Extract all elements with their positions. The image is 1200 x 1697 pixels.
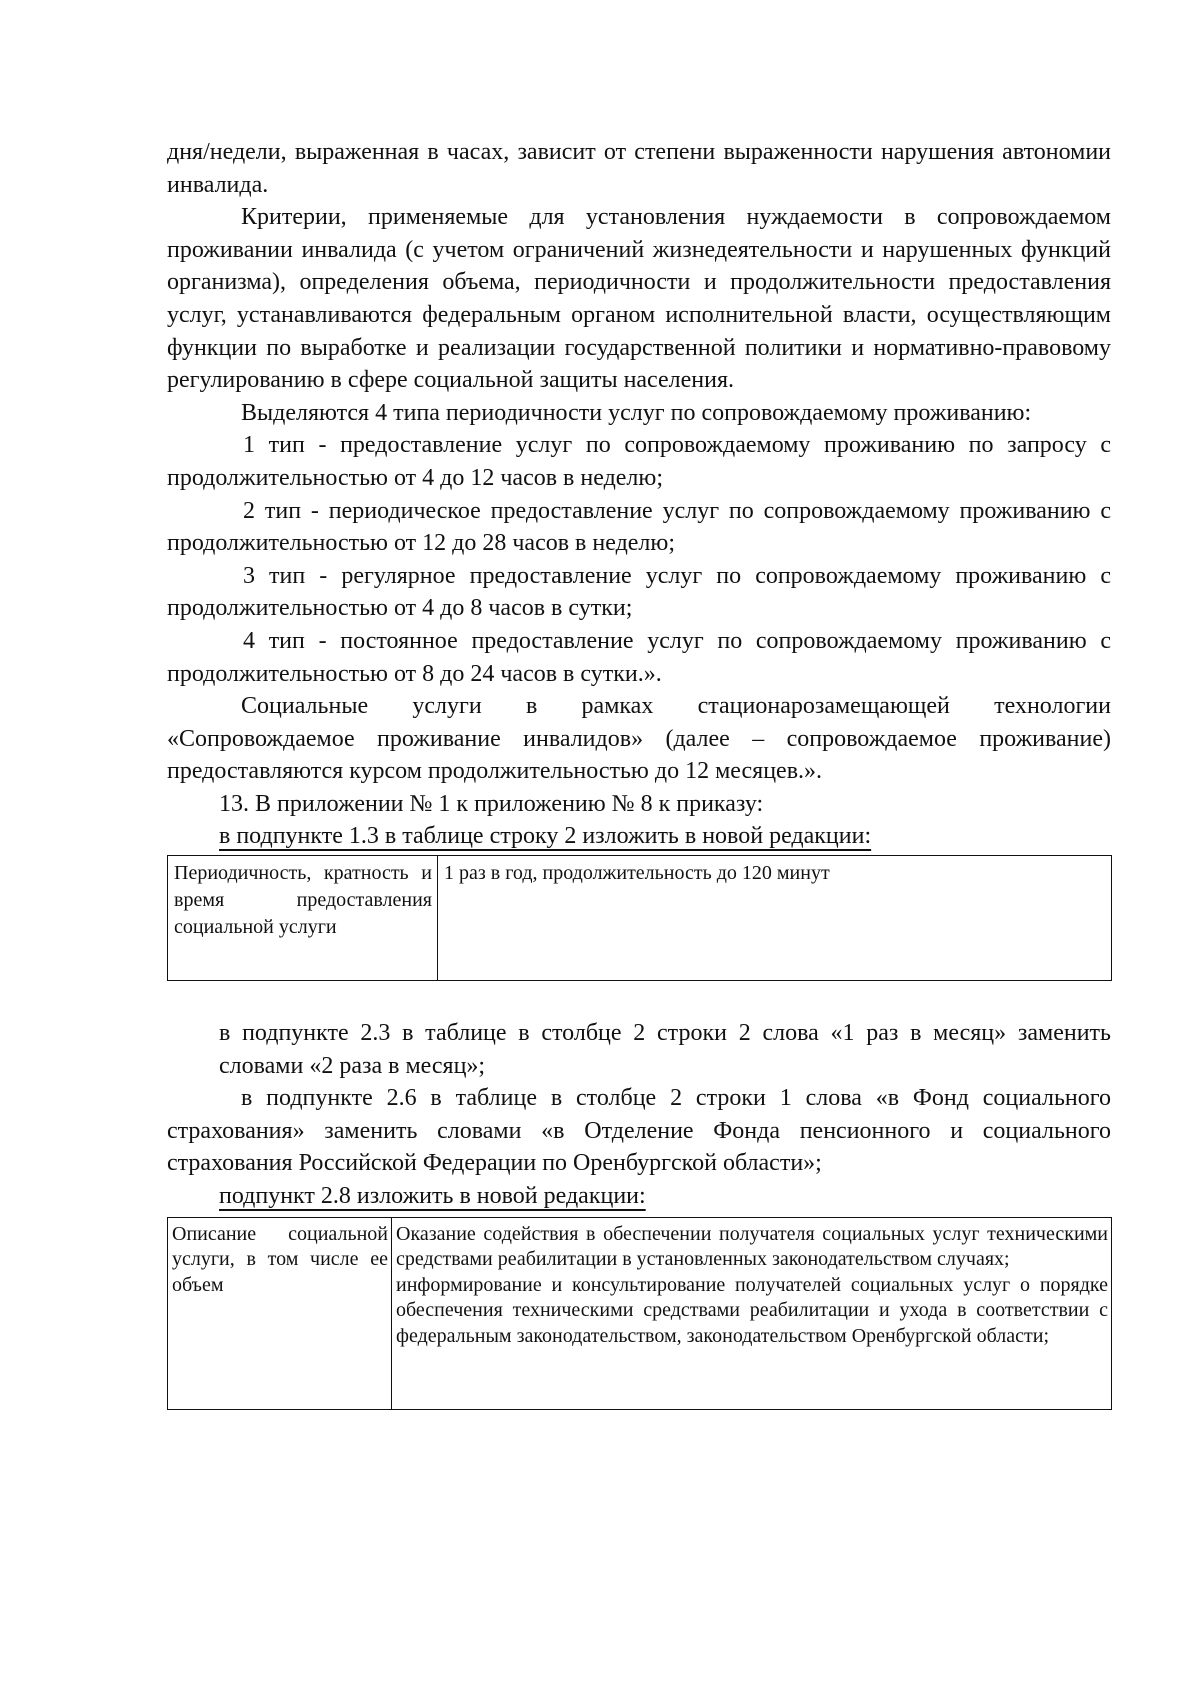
paragraph-social-services: Социальные услуги в рамках стационарозамещающей технологии «Сопровождаемое проживание инвалидов» (далее – сопровождаемое проживание) предоставляются курсом продолжительностью до 12 месяцев.». <box>167 693 1111 785</box>
table-periodicity <box>167 855 1112 981</box>
table-cell-value: 1 раз в год, продолжительность до 120 минут <box>438 856 1112 981</box>
table-service-description <box>167 1217 1112 1410</box>
paragraph-type-4: 4 тип - постоянное предоставление услуг по сопровождаемому проживанию с продолжительностью от 8 до 24 часов в сутки.». <box>167 627 1111 687</box>
paragraph-type-2: 2 тип - периодическое предоставление услуг по сопровождаемому проживанию с продолжительностью от 12 до 28 часов в неделю; <box>167 497 1111 557</box>
spacer <box>167 981 1111 1017</box>
paragraph-type-3: 3 тип - регулярное предоставление услуг по сопровождаемому проживанию с продолжительностью от 4 до 8 часов в сутки; <box>167 562 1111 622</box>
paragraph-type-1: 1 тип - предоставление услуг по сопровождаемому проживанию по запросу с продолжительностью от 4 до 12 часов в неделю; <box>167 432 1111 491</box>
paragraph-continuation: дня/недели, выраженная в часах, зависит от степени выраженности нарушения автономии инвалида. <box>167 139 1111 198</box>
paragraph-item-13: 13. В приложении № 1 к приложению № 8 к приказу: <box>219 790 764 817</box>
paragraph-subitem-2-3: в подпункте 2.3 в таблице в столбце 2 строки 2 слова «1 раз в месяц» заменить словами «2 раза в месяц»; <box>219 1020 1111 1079</box>
paragraph-subitem-2-8: подпункт 2.8 изложить в новой редакции: <box>219 1183 646 1210</box>
table-cell-line: информирование и консультирование получателей социальных услуг о порядке обеспечения техническими средствами реабилитации и ухода в соответствии с федеральным законодательством, законодательством Оренбургской области; <box>396 1273 1108 1347</box>
document-body <box>167 136 1111 1410</box>
table-cell-line: Оказание содействия в обеспечении получателя социальных услуг техническими средствами реабилитации в установленных законодательством случаях; <box>396 1222 1108 1271</box>
table-row <box>168 1217 1112 1409</box>
table-row <box>168 856 1112 981</box>
table-cell-label: Периодичность, кратность и время предоставления социальной услуги <box>168 856 438 981</box>
paragraph-subitem-2-6: в подпункте 2.6 в таблице в столбце 2 строки 1 слова «в Фонд социального страхования» заменить словами «в Отделение Фонда пенсионного и социального страхования Российской Федерации по Оренбургской области»; <box>167 1085 1111 1177</box>
paragraph-criteria: Критерии, применяемые для установления нуждаемости в сопровождаемом проживании инвалида (с учетом ограничений жизнедеятельности и нарушенных функций организма), определения объема, периодичности и продолжительности предоставления услуг, устанавливаются федеральным органом исполнительной власти, осуществляющим функции по выработке и реализации государственной политики и нормативно-правовому регулированию в сфере социальной защиты населения. <box>167 204 1111 394</box>
table-cell-value <box>392 1217 1112 1409</box>
table-cell-label: Описание социальной услуги, в том числе ее объем <box>168 1217 392 1409</box>
paragraph-types-intro: Выделяются 4 типа периодичности услуг по сопровождаемому проживанию: <box>241 399 1032 426</box>
paragraph-subitem-1-3: в подпункте 1.3 в таблице строку 2 изложить в новой редакции: <box>219 823 872 850</box>
